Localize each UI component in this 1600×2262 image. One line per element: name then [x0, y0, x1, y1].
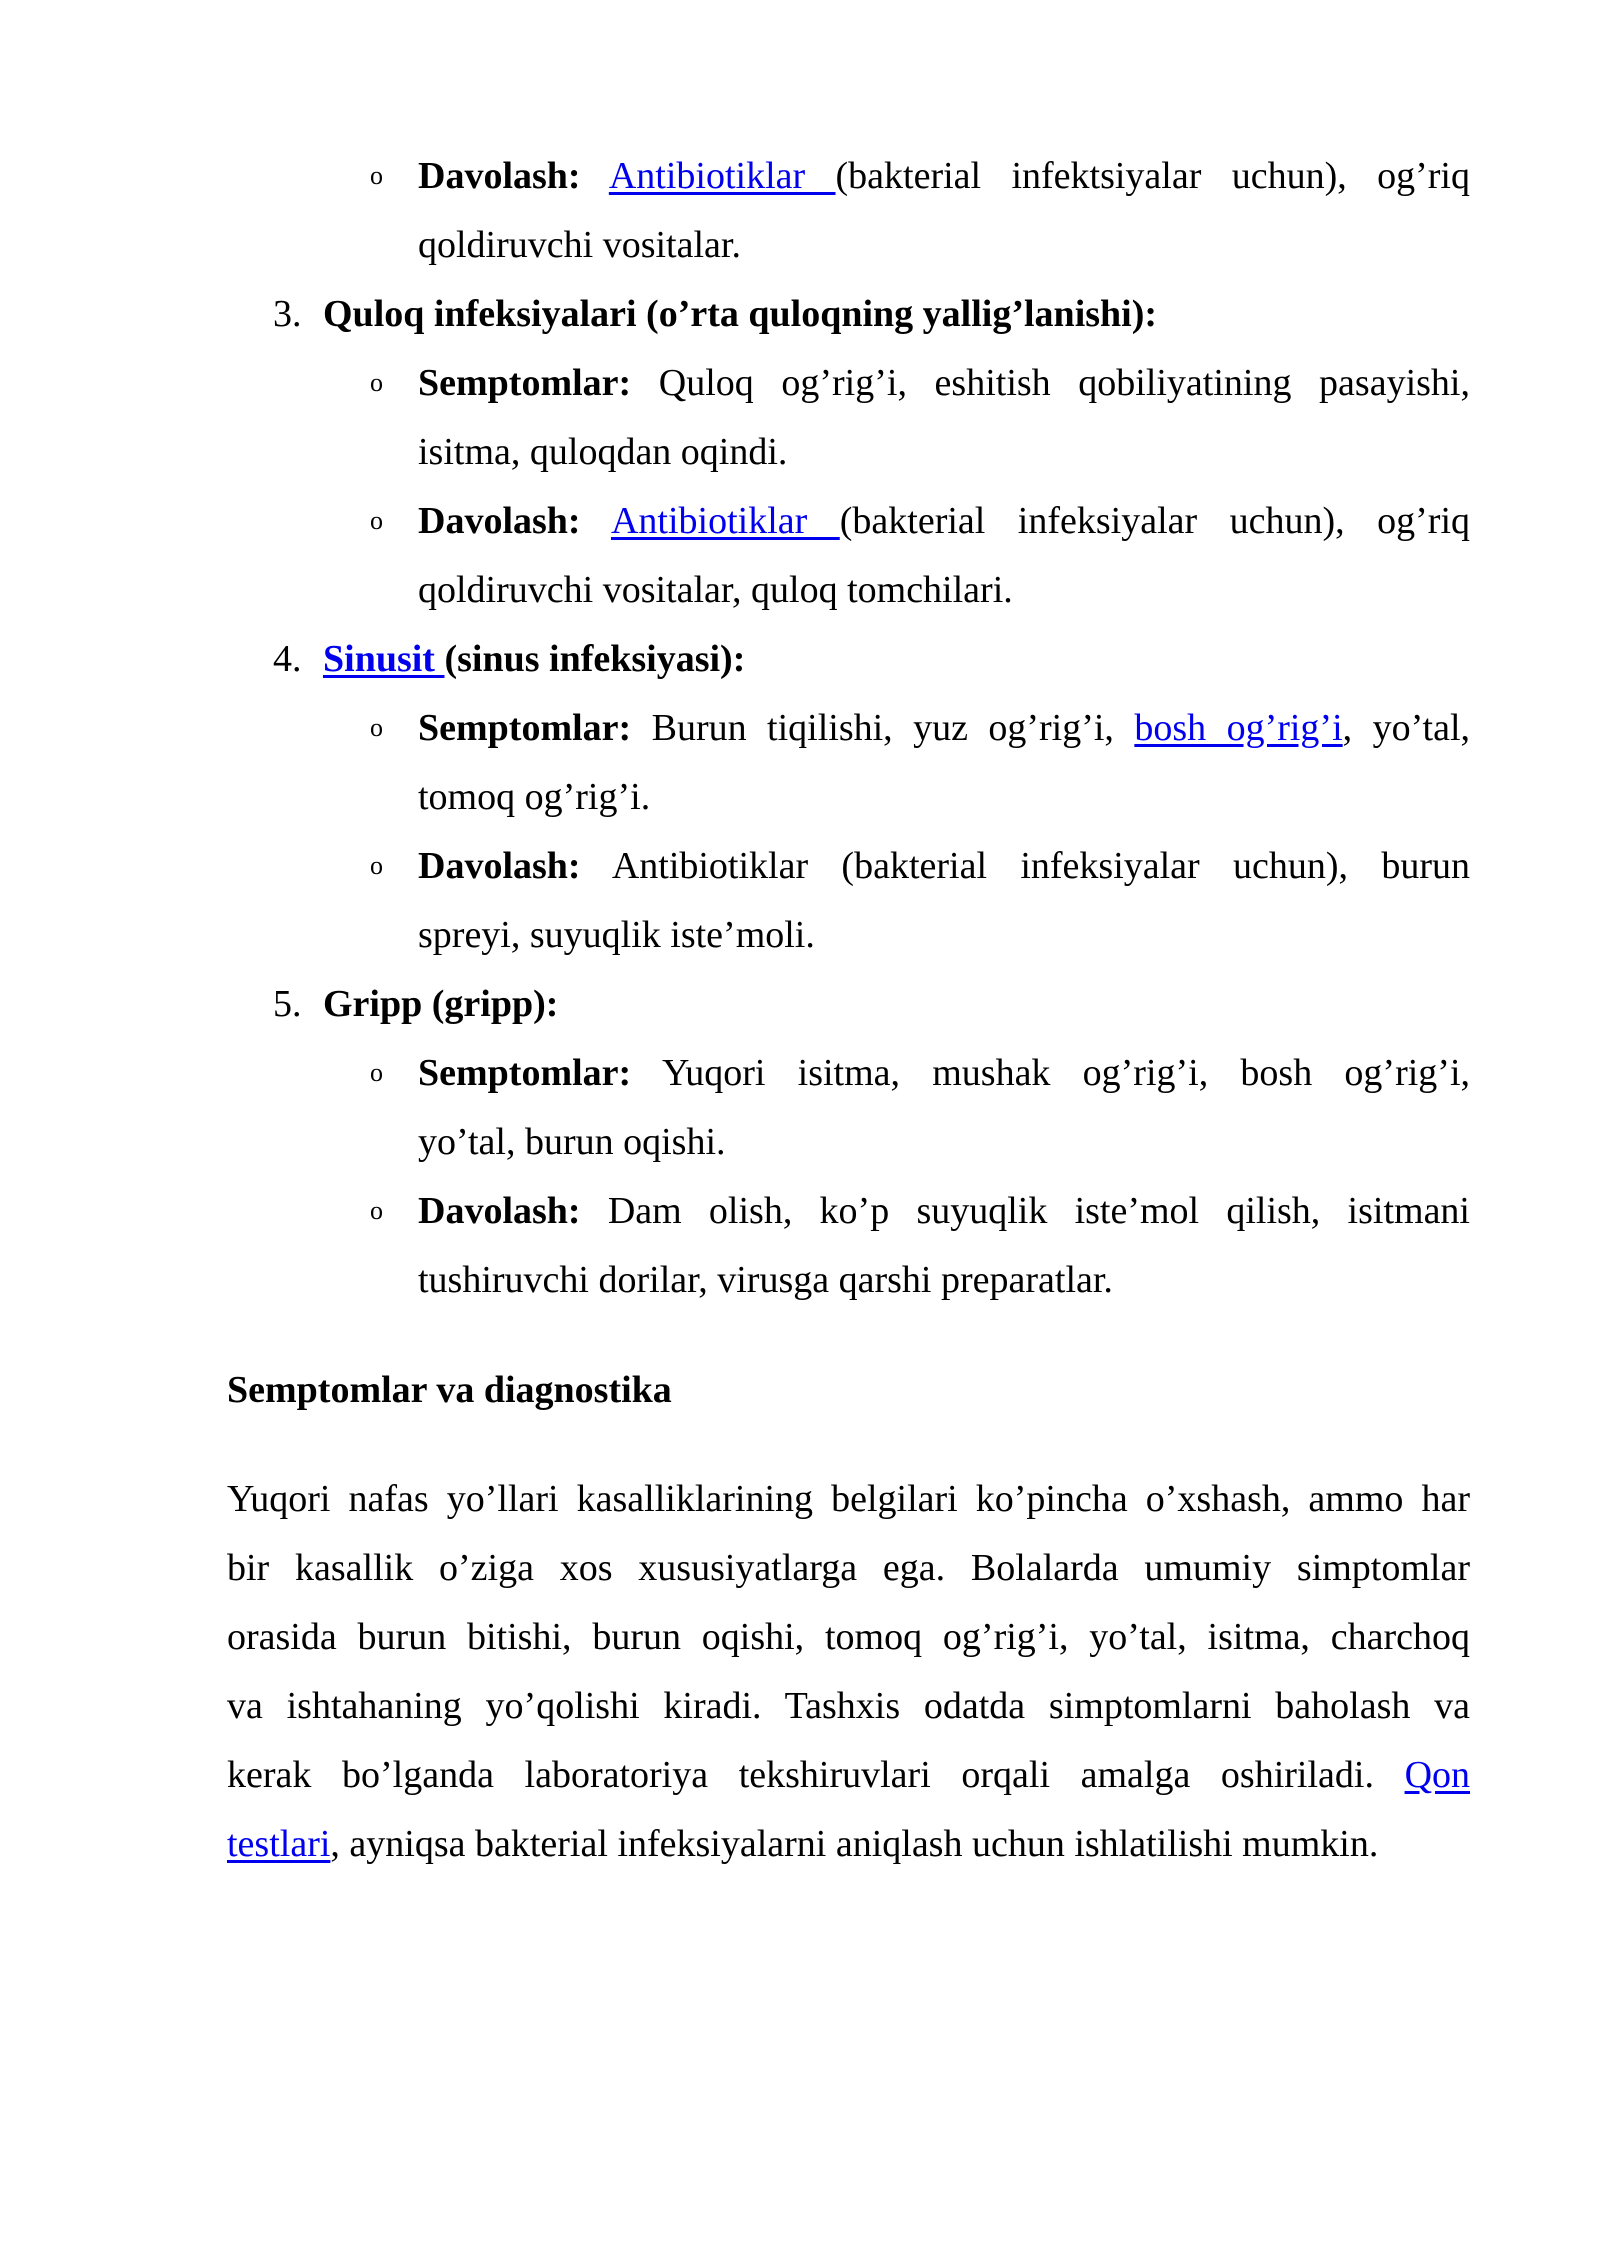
- antibiotiklar-link[interactable]: Antibiotiklar: [608, 155, 836, 197]
- list-bullet: o: [370, 368, 383, 397]
- item-label: Semptomlar:: [418, 1052, 632, 1094]
- list-item-title: [323, 289, 1157, 339]
- list-item-text: [418, 1048, 1470, 1098]
- list-bullet: o: [370, 1058, 383, 1087]
- item-text: (bakterial infeksiyalar uchun), og’riq: [839, 500, 1471, 542]
- item-text: (bakterial infektsiyalar uchun), og’riq: [835, 155, 1470, 197]
- qon-testlari-link-continued[interactable]: testlari: [227, 1823, 331, 1865]
- list-item-text: [418, 151, 1470, 201]
- list-item-title: [323, 634, 745, 684]
- item-title: Quloq infeksiyalari (o’rta quloqning yallig’lanishi):: [323, 293, 1158, 335]
- list-bullet: o: [370, 713, 383, 742]
- item-label: Davolash:: [418, 500, 581, 542]
- bosh-ogrigi-link[interactable]: bosh og’rig’i: [1134, 707, 1343, 749]
- item-text: Antibiotiklar (bakterial infeksiyalar uchun), burun: [611, 845, 1471, 887]
- paragraph-line: [227, 1819, 1378, 1869]
- qon-testlari-link[interactable]: Qon: [1404, 1754, 1471, 1796]
- item-label: Semptomlar:: [418, 707, 632, 749]
- item-text-continued: qoldiruvchi vositalar.: [418, 224, 741, 266]
- item-text-continued: isitma, quloqdan oqindi.: [418, 431, 788, 473]
- paragraph-line: [227, 1750, 1470, 1800]
- item-text: Dam olish, ko’p suyuqlik iste’mol qilish, isitmani: [607, 1190, 1470, 1232]
- list-bullet: o: [370, 1196, 383, 1225]
- sinusit-link[interactable]: Sinusit: [323, 638, 445, 680]
- list-number: 4.: [273, 638, 302, 680]
- paragraph-text: kerak bo’lganda laboratoriya tekshiruvlari orqali amalga oshiriladi.: [227, 1754, 1374, 1796]
- paragraph-line: Yuqori nafas yo’llari kasalliklarining belgilari ko’pincha o’xshash, ammo har: [227, 1478, 1470, 1520]
- item-label: Davolash:: [418, 155, 581, 197]
- item-title: Gripp (gripp):: [323, 983, 559, 1025]
- item-title: (sinus infeksiyasi):: [444, 638, 746, 680]
- item-text-continued: qoldiruvchi vositalar, quloq tomchilari.: [418, 569, 1013, 611]
- item-label: Davolash:: [418, 1190, 581, 1232]
- item-label: Semptomlar:: [418, 362, 632, 404]
- list-item-title: [323, 979, 558, 1029]
- list-item-text: [418, 703, 1470, 753]
- list-bullet: o: [370, 851, 383, 880]
- item-text: , yo’tal,: [1342, 707, 1471, 749]
- section-heading: Semptomlar va diagnostika: [227, 1369, 672, 1411]
- list-item-text: [418, 841, 1470, 891]
- list-bullet: o: [370, 506, 383, 535]
- item-text: Yuqori isitma, mushak og’rig’i, bosh og’rig’i,: [661, 1052, 1470, 1094]
- antibiotiklar-link[interactable]: Antibiotiklar: [610, 500, 840, 542]
- list-item-text: [418, 358, 1470, 408]
- item-text-continued: tomoq og’rig’i.: [418, 776, 651, 818]
- paragraph-line: orasida burun bitishi, burun oqishi, tomoq og’rig’i, yo’tal, isitma, charchoq: [227, 1616, 1470, 1658]
- item-text: Burun tiqilishi, yuz og’rig’i,: [651, 707, 1114, 749]
- list-number: 3.: [273, 293, 302, 335]
- list-bullet: o: [370, 161, 383, 190]
- paragraph-line: va ishtahaning yo’qolishi kiradi. Tashxis odatda simptomlarni baholash va: [227, 1685, 1470, 1727]
- paragraph-text: , ayniqsa bakterial infeksiyalarni aniqlash uchun ishlatilishi mumkin.: [330, 1823, 1379, 1865]
- item-text-continued: spreyi, suyuqlik iste’moli.: [418, 914, 815, 956]
- item-text: Quloq og’rig’i, eshitish qobiliyatining pasayishi,: [658, 362, 1470, 404]
- list-item-text: [418, 496, 1470, 546]
- list-number: 5.: [273, 983, 302, 1025]
- list-item-text: [418, 1186, 1470, 1236]
- paragraph-line: bir kasallik o’ziga xos xususiyatlarga ega. Bolalarda umumiy simptomlar: [227, 1547, 1470, 1589]
- item-text-continued: yo’tal, burun oqishi.: [418, 1121, 726, 1163]
- item-text-continued: tushiruvchi dorilar, virusga qarshi preparatlar.: [418, 1259, 1113, 1301]
- item-label: Davolash:: [418, 845, 581, 887]
